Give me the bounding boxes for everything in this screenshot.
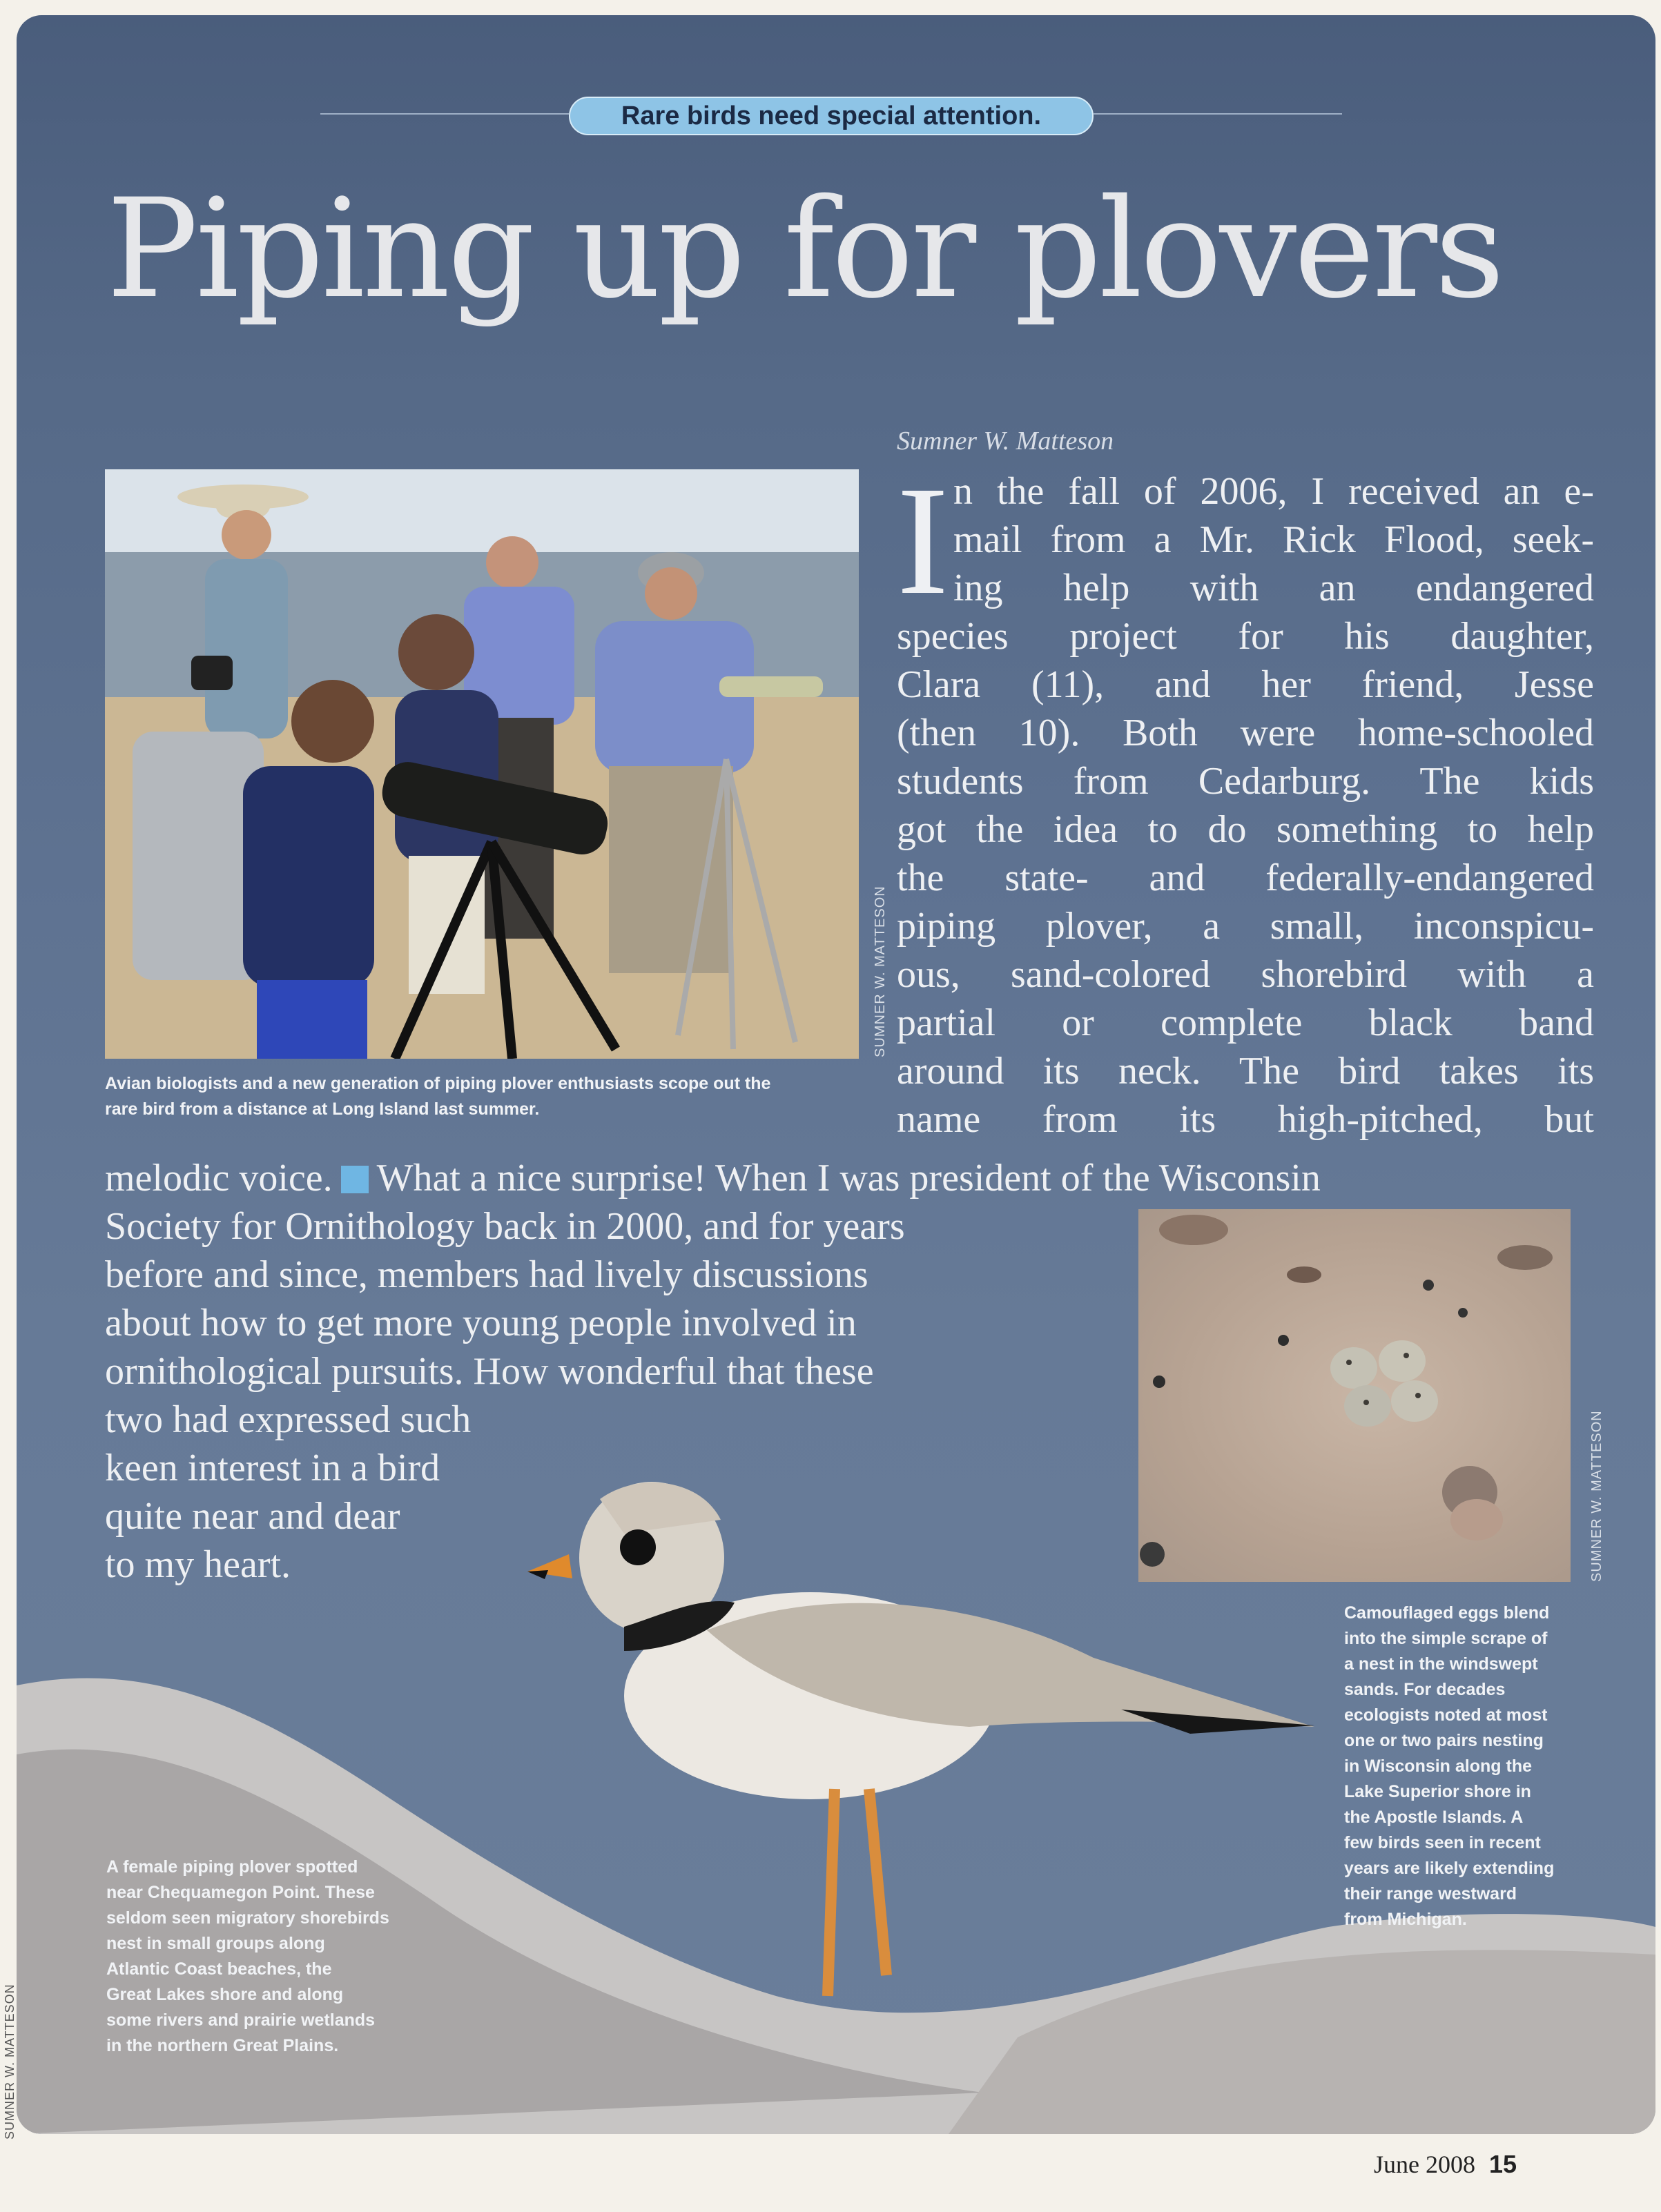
body-line: n the fall of 2006, I received an e-	[953, 470, 1594, 513]
caption-line: some rivers and prairie wetlands	[106, 2010, 376, 2030]
body-line: quite near and dear	[105, 1495, 400, 1538]
body-line: piping plover, a small, inconspicu-	[897, 905, 1594, 948]
caption-line: their range westward	[1344, 1884, 1517, 1903]
caption-line: sands. For decades	[1344, 1680, 1506, 1699]
caption-line: Lake Superior shore in	[1344, 1782, 1531, 1801]
page-title: Piping up for plovers	[106, 169, 1502, 329]
byline: Sumner W. Matteson	[897, 427, 1114, 456]
photo-birdwatchers	[105, 469, 859, 1059]
page-number: 15	[1489, 2150, 1517, 2178]
birdwatchers-illustration	[105, 469, 859, 1059]
body-text: What a nice surprise! When I was president of the Wisconsin	[376, 1157, 1321, 1200]
caption-line: Great Lakes shore and along	[106, 1985, 344, 2004]
body-line: to my heart.	[105, 1543, 291, 1586]
issue-date: June 2008	[1374, 2151, 1475, 2178]
body-line-full	[105, 1154, 1595, 1202]
body-line: ornithological pursuits. How wonderful that these	[105, 1350, 874, 1393]
body-text: melodic voice.	[105, 1157, 333, 1200]
body-line: species project for his daughter,	[897, 615, 1594, 658]
body-line: two had expressed such	[105, 1398, 472, 1441]
caption-line: Atlantic Coast beaches, the	[106, 1959, 332, 1979]
body-line: name from its high-pitched, but	[897, 1098, 1594, 1141]
body-line: before and since, members had lively discussions	[105, 1253, 868, 1296]
body-line: Society for Ornithology back in 2000, and for years	[105, 1205, 905, 1248]
caption-line: one or two pairs nesting	[1344, 1731, 1544, 1750]
section-break-square	[341, 1166, 369, 1193]
article-body-right-column	[897, 467, 1594, 1144]
magazine-page	[17, 15, 1655, 2134]
caption-line: into the simple scrape of	[1344, 1629, 1548, 1648]
photo2-credit: SUMNER W. MATTESON	[1589, 1410, 1604, 1582]
kicker-badge: Rare birds need special attention.	[569, 97, 1094, 135]
photo1-credit: SUMNER W. MATTESON	[873, 885, 888, 1057]
body-line: partial or complete black band	[897, 1001, 1594, 1044]
caption-line: in Wisconsin along the	[1344, 1756, 1533, 1776]
caption-line: nest in small groups along	[106, 1934, 325, 1953]
caption-line: seldom seen migratory shorebirds	[106, 1908, 389, 1928]
caption-line: from Michigan.	[1344, 1910, 1467, 1929]
body-line: ous, sand-colored shorebird with a	[897, 953, 1594, 996]
drop-cap: I	[897, 454, 949, 627]
caption-plover	[106, 1854, 389, 2059]
caption-line: A female piping plover spotted	[106, 1857, 358, 1877]
caption-line: few birds seen in recent	[1344, 1833, 1541, 1852]
caption-line: near Chequamegon Point. These	[106, 1883, 375, 1902]
caption-line: years are likely extending	[1344, 1859, 1555, 1878]
side-photo-credit: SUMNER W. MATTESON	[3, 1984, 17, 2140]
caption-line: Camouflaged eggs blend	[1344, 1603, 1550, 1623]
body-line: about how to get more young people involved in	[105, 1302, 857, 1344]
body-line: around its neck. The bird takes its	[897, 1050, 1594, 1093]
caption-eggs	[1344, 1601, 1554, 1932]
caption-line: the Apostle Islands. A	[1344, 1808, 1524, 1827]
body-line: mail from a Mr. Rick Flood, seek-	[953, 518, 1594, 561]
caption-birdwatchers	[105, 1071, 770, 1122]
body-line: the state- and federally-endangered	[897, 857, 1594, 899]
caption-line: Avian biologists and a new generation of piping plover enthusiasts scope out the	[105, 1074, 771, 1093]
body-line: ing help with an endangered	[953, 567, 1594, 609]
kicker-rule-right	[1094, 113, 1342, 115]
kicker-rule-left	[320, 113, 569, 115]
caption-line: a nest in the windswept	[1344, 1654, 1538, 1674]
caption-line: in the northern Great Plains.	[106, 2036, 339, 2055]
body-line: keen interest in a bird	[105, 1447, 440, 1489]
body-line: students from Cedarburg. The kids	[897, 760, 1594, 803]
caption-line: rare bird from a distance at Long Island last summer.	[105, 1099, 540, 1119]
page-footer	[1374, 2150, 1517, 2179]
caption-line: ecologists noted at most	[1344, 1705, 1548, 1725]
body-line: got the idea to do something to help	[897, 808, 1594, 851]
body-line: Clara (11), and her friend, Jesse	[897, 663, 1594, 706]
body-line: (then 10). Both were home-schooled	[897, 712, 1594, 754]
